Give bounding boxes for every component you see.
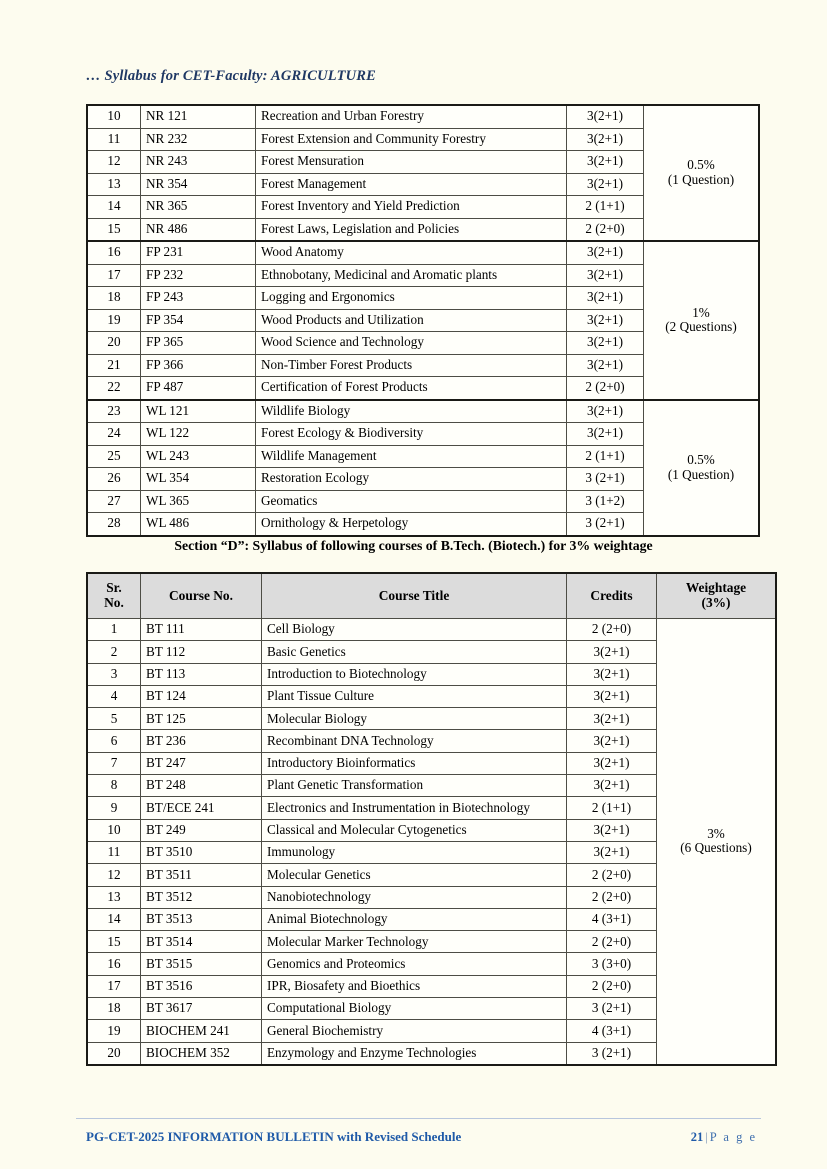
cell-sr-no: 7 [87,752,141,774]
footer-page-indicator [691,1130,757,1145]
cell-sr-no: 25 [87,445,141,468]
cell-credits: 3(2+1) [567,128,644,151]
cell-credits: 3 (2+1) [567,468,644,491]
cell-course-no: BT 3513 [141,908,262,930]
cell-sr-no: 1 [87,619,141,641]
cell-sr-no: 19 [87,309,141,332]
cell-course-title: General Biochemistry [262,1020,567,1042]
cell-course-no: WL 121 [141,400,256,423]
cell-course-title: Logging and Ergonomics [256,287,567,310]
cell-course-no: BT/ECE 241 [141,797,262,819]
cell-sr-no: 15 [87,218,141,241]
cell-course-no: NR 365 [141,196,256,219]
cell-course-no: WL 354 [141,468,256,491]
cell-course-title: Basic Genetics [262,641,567,663]
cell-credits: 4 (3+1) [567,908,657,930]
page-title: … Syllabus for CET-Faculty: AGRICULTURE [86,68,377,84]
cell-course-no: NR 121 [141,105,256,128]
cell-course-no: BT 3617 [141,998,262,1020]
weightage-line2: (3%) [701,595,731,610]
cell-credits: 3(2+1) [567,663,657,685]
cell-course-title: Computational Biology [262,998,567,1020]
cell-weightage [644,241,760,400]
cell-course-no: NR 354 [141,173,256,196]
cell-course-title: Wildlife Biology [256,400,567,423]
cell-credits: 3(2+1) [567,841,657,863]
cell-credits: 3(2+1) [567,264,644,287]
cell-sr-no: 11 [87,128,141,151]
cell-sr-no: 16 [87,241,141,264]
cell-course-title: Wood Anatomy [256,241,567,264]
weightage-questions: (1 Question) [667,466,735,482]
cell-course-no: WL 122 [141,423,256,446]
cell-sr-no: 14 [87,908,141,930]
table-row [87,105,759,128]
cell-sr-no: 20 [87,332,141,355]
table-row [87,619,776,641]
cell-course-no: BT 3516 [141,975,262,997]
cell-credits: 3(2+1) [567,400,644,423]
cell-course-title: Restoration Ecology [256,468,567,491]
biotech-courses-table [86,572,777,1066]
cell-course-no: FP 232 [141,264,256,287]
column-header-course-no: Course No. [141,573,262,619]
cell-course-title: Forest Laws, Legislation and Policies [256,218,567,241]
cell-credits: 3 (3+0) [567,953,657,975]
cell-course-no: BT 125 [141,708,262,730]
column-header-course-title: Course Title [262,573,567,619]
cell-sr-no: 28 [87,513,141,536]
weightage-questions: (2 Questions) [665,319,737,335]
cell-sr-no: 21 [87,354,141,377]
cell-credits: 2 (1+1) [567,445,644,468]
cell-course-no: BT 3515 [141,953,262,975]
cell-credits: 2 (2+0) [567,619,657,641]
cell-credits: 3(2+1) [567,708,657,730]
cell-sr-no: 5 [87,708,141,730]
cell-sr-no: 14 [87,196,141,219]
cell-sr-no: 12 [87,151,141,174]
cell-credits: 2 (2+0) [567,975,657,997]
table-row [87,241,759,264]
cell-course-no: BT 3510 [141,841,262,863]
cell-credits: 2 (2+0) [567,886,657,908]
cell-course-no: FP 487 [141,377,256,400]
cell-weightage [657,619,777,1065]
cell-credits: 3(2+1) [567,173,644,196]
cell-sr-no: 19 [87,1020,141,1042]
cell-course-title: Non-Timber Forest Products [256,354,567,377]
weightage-questions: (1 Question) [667,172,735,187]
cell-course-no: FP 366 [141,354,256,377]
cell-credits: 3(2+1) [567,241,644,264]
cell-credits: 3 (1+2) [567,490,644,513]
cell-sr-no: 26 [87,468,141,491]
weightage-questions: (6 Questions) [680,840,752,856]
footer-page-word: P a g e [709,1130,757,1144]
page-footer [86,1129,757,1145]
cell-credits: 2 (2+0) [567,218,644,241]
cell-course-no: NR 486 [141,218,256,241]
cell-course-title: Animal Biotechnology [262,908,567,930]
cell-course-title: Introductory Bioinformatics [262,752,567,774]
cell-course-no: BT 249 [141,819,262,841]
weightage-percent: 0.5% [687,451,715,467]
cell-course-no: WL 486 [141,513,256,536]
cell-credits: 3(2+1) [567,752,657,774]
cell-credits: 3(2+1) [567,730,657,752]
cell-sr-no: 13 [87,173,141,196]
cell-course-title: Forest Management [256,173,567,196]
cell-sr-no: 17 [87,264,141,287]
column-header-credits: Credits [567,573,657,619]
cell-course-title: Forest Extension and Community Forestry [256,128,567,151]
cell-course-no: BT 248 [141,775,262,797]
cell-credits: 3 (2+1) [567,1042,657,1065]
cell-sr-no: 11 [87,841,141,863]
cell-course-no: FP 243 [141,287,256,310]
cell-sr-no: 10 [87,819,141,841]
cell-credits: 3(2+1) [567,287,644,310]
cell-sr-no: 22 [87,377,141,400]
cell-credits: 3(2+1) [567,641,657,663]
cell-course-title: Molecular Biology [262,708,567,730]
cell-credits: 3(2+1) [567,105,644,128]
cell-sr-no: 15 [87,931,141,953]
cell-course-no: BT 3514 [141,931,262,953]
cell-course-title: Wood Products and Utilization [256,309,567,332]
footer-divider [76,1118,761,1119]
weightage-line1: Weightage [685,580,747,596]
cell-course-title: Forest Inventory and Yield Prediction [256,196,567,219]
cell-credits: 3(2+1) [567,151,644,174]
cell-sr-no: 6 [87,730,141,752]
biotech-table-head [87,573,776,619]
cell-course-title: Genomics and Proteomics [262,953,567,975]
cell-course-title: Classical and Molecular Cytogenetics [262,819,567,841]
cell-sr-no: 8 [87,775,141,797]
cell-sr-no: 9 [87,797,141,819]
cell-course-no: BIOCHEM 352 [141,1042,262,1065]
cell-sr-no: 18 [87,287,141,310]
cell-course-no: BT 124 [141,685,262,707]
cell-credits: 4 (3+1) [567,1020,657,1042]
weightage-percent: 3% [707,825,725,841]
cell-course-no: BT 247 [141,752,262,774]
cell-course-no: BT 111 [141,619,262,641]
weightage-percent: 1% [692,304,710,320]
cell-sr-no: 27 [87,490,141,513]
cell-course-no: FP 354 [141,309,256,332]
cell-course-title: Geomatics [256,490,567,513]
cell-credits: 3(2+1) [567,775,657,797]
cell-credits: 3 (2+1) [567,998,657,1020]
table-row [87,400,759,423]
cell-course-title: Recombinant DNA Technology [262,730,567,752]
cell-course-title: IPR, Biosafety and Bioethics [262,975,567,997]
sr-no-line2: No. [104,595,124,610]
cell-sr-no: 10 [87,105,141,128]
cell-course-title: Nanobiotechnology [262,886,567,908]
cell-sr-no: 18 [87,998,141,1020]
cell-course-title: Forest Ecology & Biodiversity [256,423,567,446]
cell-sr-no: 20 [87,1042,141,1065]
cell-credits: 2 (2+0) [567,377,644,400]
cell-credits: 3(2+1) [567,685,657,707]
column-header-sr-no [87,573,141,619]
cell-credits: 3(2+1) [567,819,657,841]
cell-course-no: BT 3511 [141,864,262,886]
footer-bulletin-title: PG-CET-2025 INFORMATION BULLETIN with Revised Schedule [86,1129,462,1144]
forestry-courses-table [86,104,760,537]
cell-course-no: NR 232 [141,128,256,151]
cell-course-title: Plant Tissue Culture [262,685,567,707]
cell-sr-no: 24 [87,423,141,446]
cell-course-title: Molecular Genetics [262,864,567,886]
cell-credits: 2 (1+1) [567,196,644,219]
cell-course-title: Wildlife Management [256,445,567,468]
cell-course-no: BT 236 [141,730,262,752]
cell-course-no: FP 365 [141,332,256,355]
cell-course-title: Introduction to Biotechnology [262,663,567,685]
cell-credits: 3(2+1) [567,332,644,355]
cell-course-no: WL 365 [141,490,256,513]
cell-weightage [644,400,760,536]
cell-course-no: FP 231 [141,241,256,264]
cell-course-no: BT 112 [141,641,262,663]
cell-credits: 3 (2+1) [567,513,644,536]
cell-course-no: BIOCHEM 241 [141,1020,262,1042]
forestry-table-body [87,105,759,536]
footer-page-number: 21 [690,1130,704,1144]
cell-sr-no: 13 [87,886,141,908]
cell-sr-no: 12 [87,864,141,886]
column-header-weightage [657,573,777,619]
cell-course-title: Recreation and Urban Forestry [256,105,567,128]
cell-course-title: Molecular Marker Technology [262,931,567,953]
cell-course-title: Electronics and Instrumentation in Biotechnology [262,797,567,819]
cell-course-title: Plant Genetic Transformation [262,775,567,797]
cell-sr-no: 2 [87,641,141,663]
cell-course-no: WL 243 [141,445,256,468]
cell-course-title: Certification of Forest Products [256,377,567,400]
cell-course-no: BT 113 [141,663,262,685]
cell-credits: 2 (2+0) [567,931,657,953]
cell-sr-no: 3 [87,663,141,685]
cell-credits: 2 (1+1) [567,797,657,819]
weightage-percent: 0.5% [687,157,715,173]
cell-sr-no: 17 [87,975,141,997]
sr-no-line1: Sr. [106,580,122,596]
cell-course-title: Ornithology & Herpetology [256,513,567,536]
table-header-row [87,573,776,619]
section-d-heading: Section “D”: Syllabus of following courses of B.Tech. (Biotech.) for 3% weightage [174,538,653,553]
cell-course-no: BT 3512 [141,886,262,908]
cell-course-title: Immunology [262,841,567,863]
cell-weightage [644,105,760,241]
cell-credits: 3(2+1) [567,354,644,377]
cell-sr-no: 23 [87,400,141,423]
cell-course-title: Ethnobotany, Medicinal and Aromatic plants [256,264,567,287]
biotech-table-body [87,619,776,1065]
cell-credits: 2 (2+0) [567,864,657,886]
footer-separator: | [705,1130,708,1144]
cell-credits: 3(2+1) [567,309,644,332]
cell-course-title: Enzymology and Enzyme Technologies [262,1042,567,1065]
cell-sr-no: 4 [87,685,141,707]
cell-credits: 3(2+1) [567,423,644,446]
cell-course-no: NR 243 [141,151,256,174]
cell-sr-no: 16 [87,953,141,975]
cell-course-title: Forest Mensuration [256,151,567,174]
cell-course-title: Wood Science and Technology [256,332,567,355]
cell-course-title: Cell Biology [262,619,567,641]
